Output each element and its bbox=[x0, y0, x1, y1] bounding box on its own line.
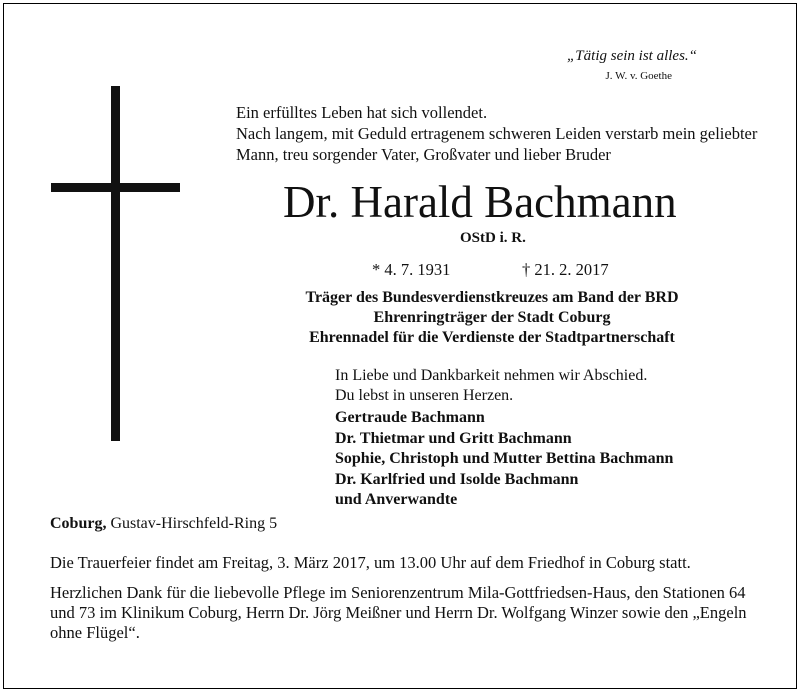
farewell-line: Du lebst in unseren Herzen. bbox=[335, 387, 514, 404]
intro-line: Mann, treu sorgender Vater, Großvater und lieber Bruder bbox=[236, 145, 611, 164]
funeral-info: Die Trauerfeier findet am Freitag, 3. März 2017, um 13.00 Uhr auf dem Friedhof in Coburg statt. bbox=[50, 553, 691, 572]
honor-item: Träger des Bundesverdienstkreuzes am Band der BRD bbox=[305, 289, 679, 306]
birth-date: * 4. 7. 1931 bbox=[372, 260, 451, 279]
farewell-line: In Liebe und Dankbarkeit nehmen wir Abschied. bbox=[335, 367, 648, 384]
mourner-item: Gertraude Bachmann bbox=[335, 409, 485, 426]
farewell-text bbox=[335, 366, 647, 406]
mourner-item: und Anverwandte bbox=[335, 491, 458, 508]
address-street: Gustav-Hirschfeld-Ring 5 bbox=[110, 515, 278, 532]
death-date: † 21. 2. 2017 bbox=[522, 260, 609, 279]
mourner-item: Dr. Thietmar und Gritt Bachmann bbox=[335, 429, 572, 447]
address bbox=[50, 515, 277, 533]
address-city: Coburg, bbox=[50, 515, 107, 532]
mourner-item: Sophie, Christoph und Mutter Bettina Bachmann bbox=[335, 450, 674, 467]
intro-text bbox=[236, 102, 757, 165]
mourners-list bbox=[335, 408, 673, 511]
intro-line: Nach langem, mit Geduld ertragenem schweren Leiden verstarb mein geliebter bbox=[236, 124, 758, 143]
honors-list bbox=[300, 288, 684, 348]
deceased-name: Dr. Harald Bachmann bbox=[283, 177, 677, 227]
quote-text: „Tätig sein ist alles.“ bbox=[566, 48, 697, 64]
honor-item: Ehrenringträger der Stadt Coburg bbox=[373, 309, 611, 326]
deceased-title: OStD i. R. bbox=[460, 230, 526, 246]
cross-vertical-beam bbox=[111, 86, 120, 441]
honor-item: Ehrennadel für die Verdienste der Stadtpartnerschaft bbox=[309, 329, 675, 346]
thanks-text bbox=[50, 583, 750, 643]
cross-horizontal-beam bbox=[51, 183, 180, 192]
thanks-line: ohne Flügel“. bbox=[50, 623, 140, 642]
mourner-item: Dr. Karlfried und Isolde Bachmann bbox=[335, 470, 579, 488]
intro-line: Ein erfülltes Leben hat sich vollendet. bbox=[236, 103, 488, 122]
thanks-line: Herzlichen Dank für die liebevolle Pflege im Seniorenzentrum Mila-Gottfriedsen-Haus, den Stationen 64 bbox=[50, 583, 746, 602]
thanks-line: und 73 im Klinikum Coburg, Herrn Dr. Jörg Meißner und Herrn Dr. Wolfgang Winzer sowie den „Engeln bbox=[50, 603, 747, 622]
quote-author: J. W. v. Goethe bbox=[605, 70, 672, 82]
